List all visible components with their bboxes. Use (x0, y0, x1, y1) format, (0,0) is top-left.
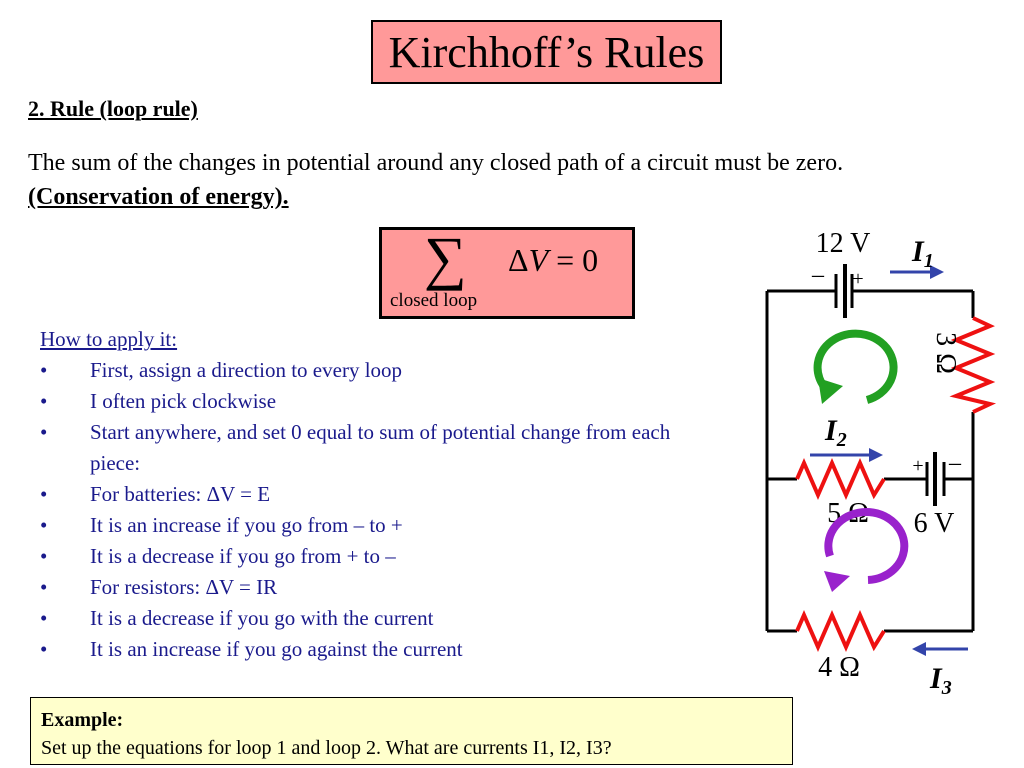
current-i3-arrow (912, 642, 968, 656)
rule-emphasis: (Conservation of energy). (28, 184, 289, 210)
list-item: • It is a decrease if you go with the current (40, 603, 720, 634)
current-i3-label: $I_3$ (930, 662, 952, 699)
example-box (30, 697, 793, 765)
sum-subscript: closed loop (390, 290, 478, 311)
battery-6v-minus: – (949, 450, 961, 476)
list-item: • First, assign a direction to every loop (40, 355, 720, 386)
current-i1-label: $I_1$ (912, 235, 934, 272)
slide-title (371, 20, 722, 84)
list-item: • For resistors: ΔV = IR (40, 572, 720, 603)
voltage-variable: V (528, 242, 549, 278)
equals-zero: = 0 (556, 242, 599, 278)
battery-6v-plus: + (912, 455, 924, 477)
example-text: Set up the equations for loop 1 and loop 2. What are currents I1, I2, I3? (41, 737, 612, 759)
loop-rule-equation (379, 227, 635, 319)
list-item: • It is an increase if you go from – to + (40, 510, 720, 541)
rule-statement (28, 146, 978, 214)
resistor-4ohm (797, 615, 884, 647)
current-i2-label: $I_2$ (825, 414, 847, 451)
howto-heading: How to apply it: (40, 327, 178, 351)
list-item: • It is a decrease if you go from + to – (40, 541, 720, 572)
resistor-5ohm (797, 463, 884, 495)
loop-1-clockwise-icon (818, 334, 894, 404)
equation-rhs (508, 242, 598, 279)
battery-6v-label: 6 V (913, 508, 955, 539)
delta-symbol: Δ (508, 242, 529, 278)
battery-6v-symbol (927, 452, 944, 506)
battery-12v-minus: – (812, 262, 824, 288)
slide-title-text: Kirchhoff’s Rules (388, 27, 705, 77)
list-item: • It is an increase if you go against the current (40, 634, 720, 665)
resistor-3ohm-label: 3 Ω (930, 332, 961, 374)
rule-heading: 2. Rule (loop rule) (28, 96, 198, 121)
howto-list (40, 355, 720, 665)
resistor-4ohm-label: 4 Ω (818, 652, 860, 683)
resistor-5ohm-label: 5 Ω (827, 498, 869, 529)
list-item: • I often pick clockwise (40, 386, 720, 417)
example-heading: Example: (41, 709, 124, 731)
battery-12v-label: 12 V (815, 228, 871, 259)
list-item: • Start anywhere, and set 0 equal to sum of potential change from each piece: (40, 417, 720, 479)
battery-12v-plus: + (852, 268, 864, 290)
list-item: • For batteries: ΔV = E (40, 479, 720, 510)
sum-symbol: ∑ (424, 225, 467, 291)
circuit-diagram (740, 220, 1010, 700)
battery-12v-symbol (836, 264, 852, 318)
rule-statement-text: The sum of the changes in potential around any closed path of a circuit must be zero. (28, 150, 844, 176)
